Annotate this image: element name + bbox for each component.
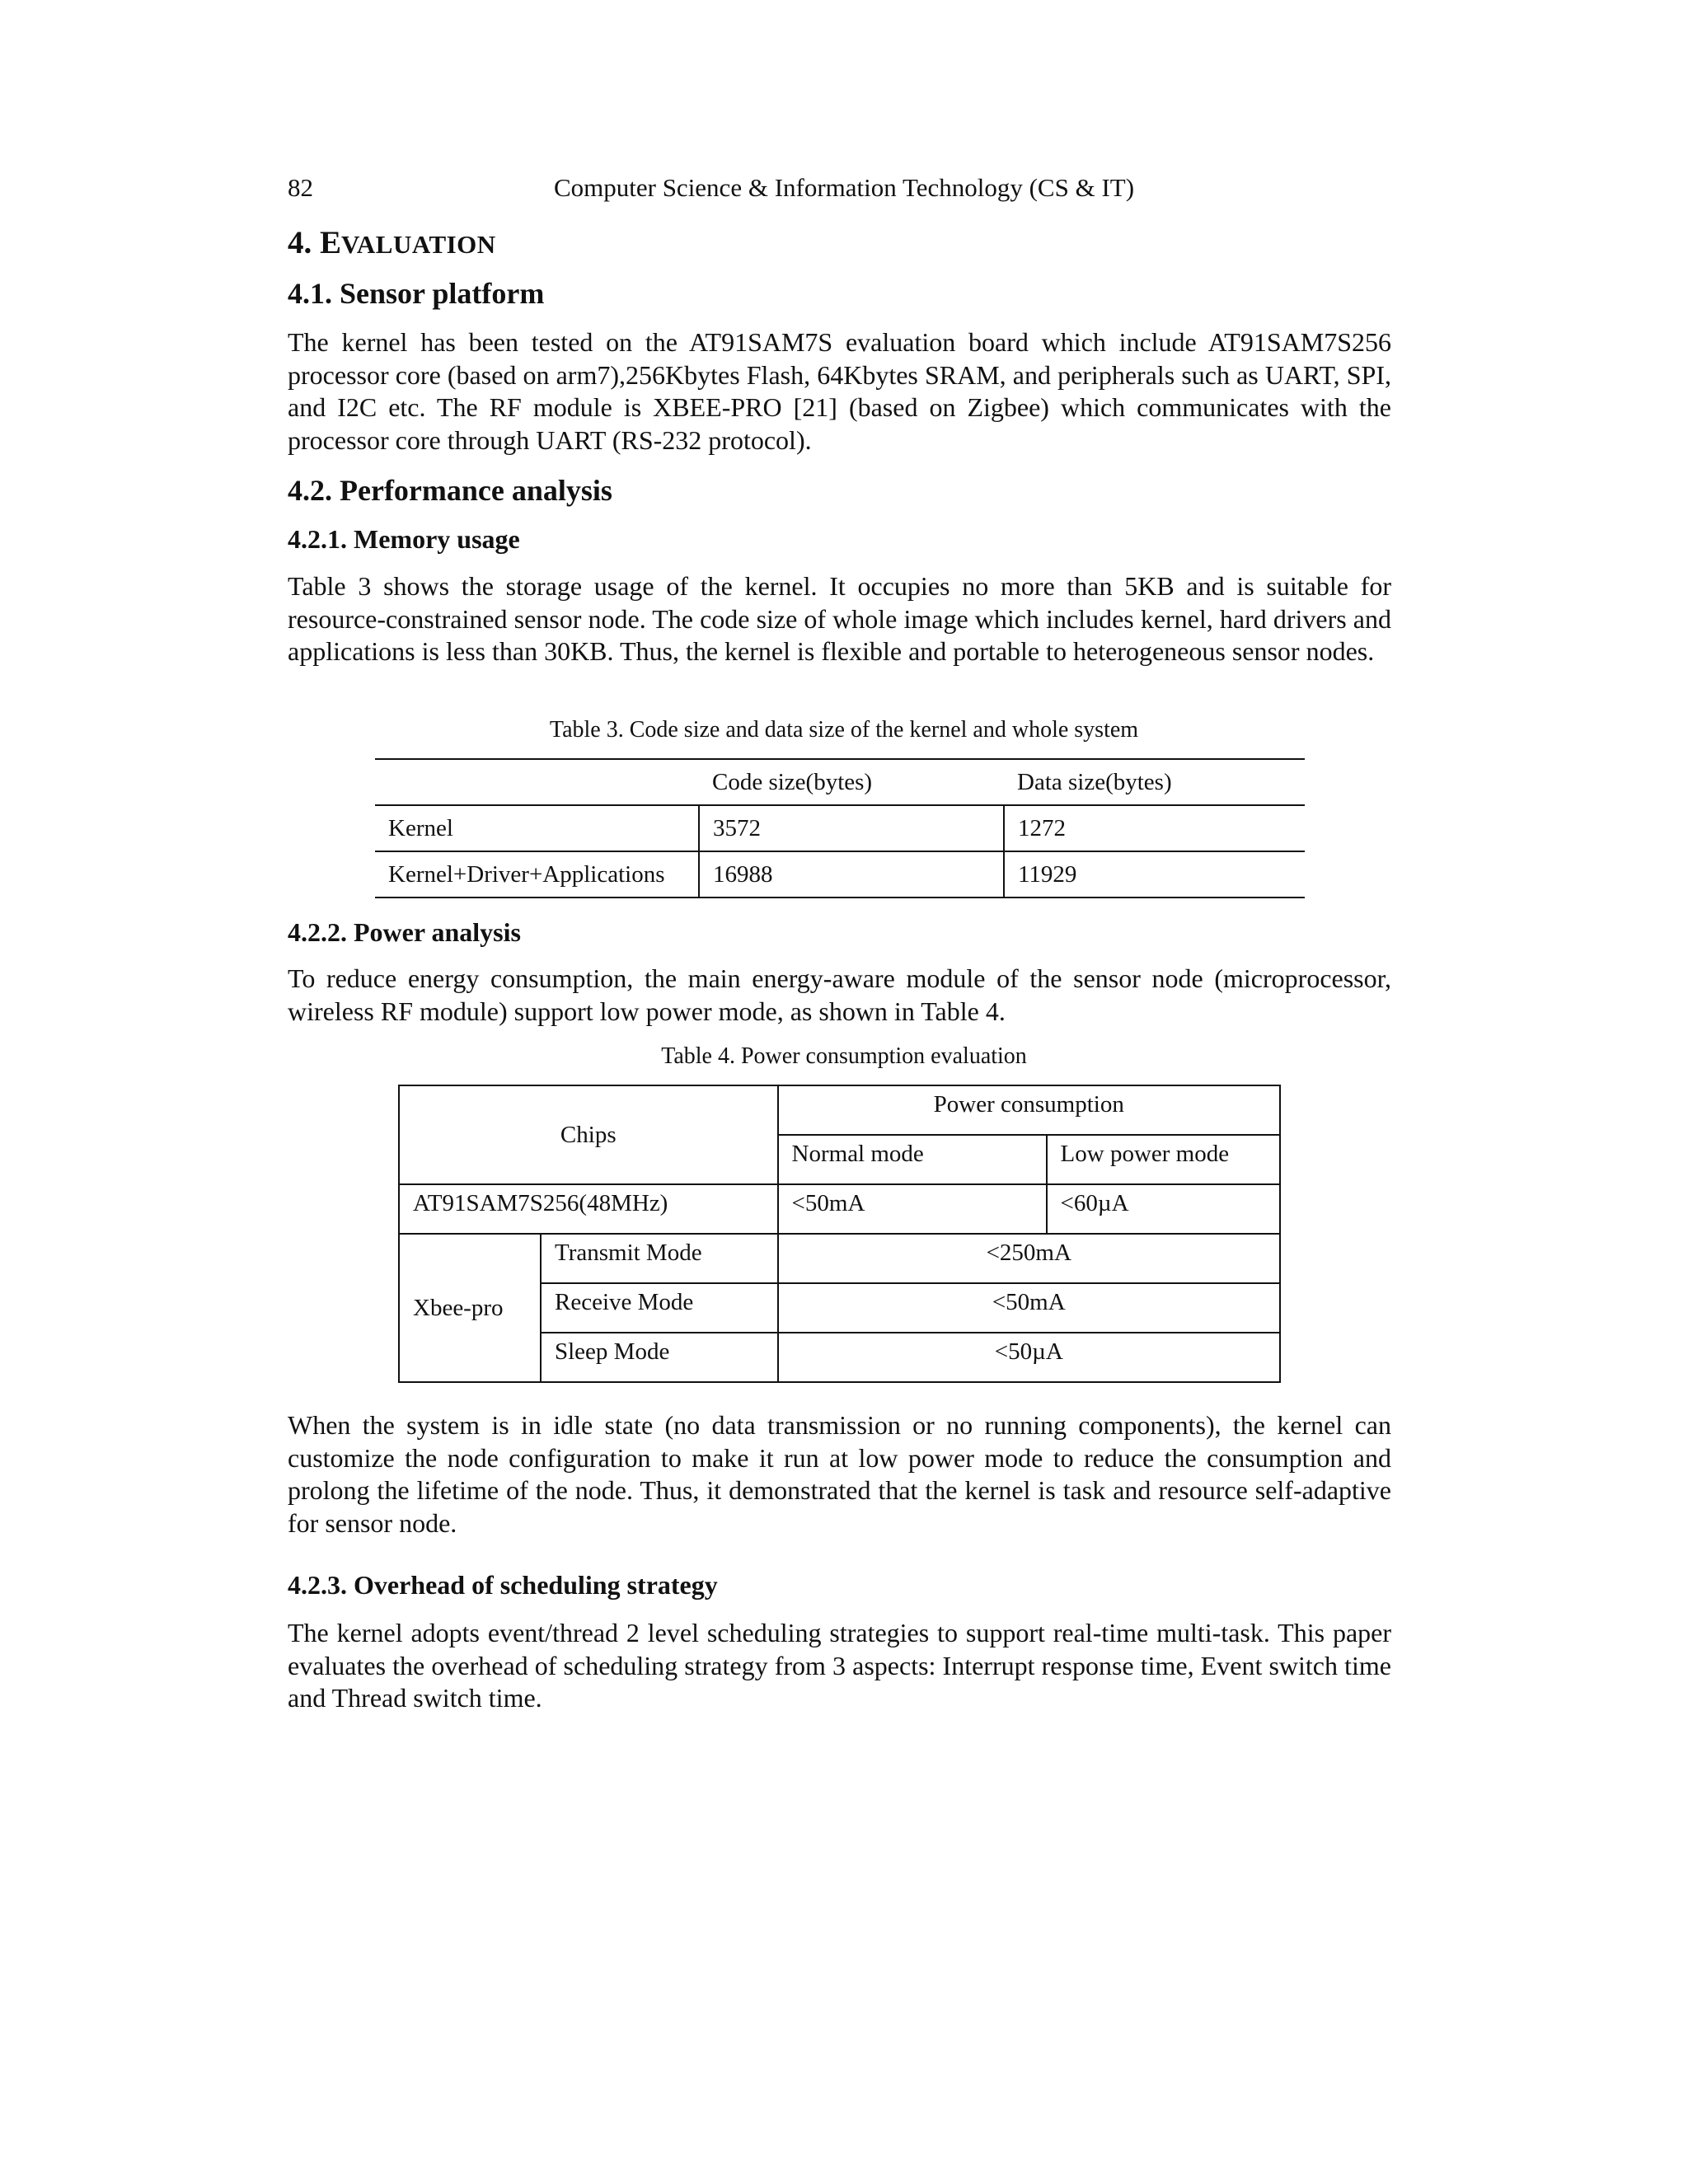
table4-mcu-name: AT91SAM7S256(48MHz) bbox=[399, 1184, 778, 1234]
table4-mode-value: <50µA bbox=[778, 1333, 1280, 1382]
table4-header-row bbox=[399, 1085, 1280, 1135]
table3-header-row bbox=[375, 759, 1305, 805]
table4-caption: Table 4. Power consumption evaluation bbox=[661, 1043, 1027, 1069]
table3-row bbox=[375, 851, 1305, 898]
table3 bbox=[375, 758, 1305, 898]
table3-row bbox=[375, 805, 1305, 851]
table4-mode: Receive Mode bbox=[541, 1283, 778, 1333]
section-title-rest: VALUATION bbox=[341, 230, 496, 259]
table3-cell: Kernel+Driver+Applications bbox=[375, 851, 699, 898]
table4-mode: Transmit Mode bbox=[541, 1234, 778, 1283]
paragraph-idle-state: When the system is in idle state (no data transmission or no running components), the kernel can customize the node configuration to make it run at low power mode to reduce the consumption and prolong the lifetime of the node. Thus, it demonstrated that the kernel is task and resource self-adaptive for sensor node. bbox=[288, 1410, 1391, 1538]
table3-caption: Table 3. Code size and data size of the kernel and whole system bbox=[549, 717, 1139, 743]
heading-4-2-1: 4.2.1. Memory usage bbox=[288, 524, 520, 554]
page-number: 82 bbox=[288, 173, 313, 202]
paragraph-power-analysis: To reduce energy consumption, the main energy-aware module of the sensor node (microprocessor, wireless RF module) support low power mode, as shown in Table 4. bbox=[288, 963, 1391, 1026]
table4-row bbox=[399, 1234, 1280, 1283]
table4-row bbox=[399, 1184, 1280, 1234]
table4-radio-name: Xbee-pro bbox=[399, 1234, 541, 1382]
table4-low-header: Low power mode bbox=[1047, 1135, 1280, 1184]
table4-mcu-low: <60µA bbox=[1047, 1184, 1280, 1234]
table4 bbox=[398, 1085, 1281, 1383]
table3-header-cell bbox=[375, 759, 699, 805]
heading-4-2-3: 4.2.3. Overhead of scheduling strategy bbox=[288, 1570, 718, 1600]
section-number: 4. bbox=[288, 225, 312, 260]
table3-cell: Kernel bbox=[375, 805, 699, 851]
table3-cell: 3572 bbox=[699, 805, 1004, 851]
paragraph-scheduling: The kernel adopts event/thread 2 level scheduling strategies to support real-time multi-task. This paper evaluates the overhead of scheduling strategy from 3 aspects: Interrupt response time, Event switch time and Thread switch time. bbox=[288, 1618, 1391, 1713]
paragraph-sensor-platform: The kernel has been tested on the AT91SAM7S evaluation board which include AT91SAM7S256 processor core (based on arm7),256Kbytes Flash, 64Kbytes SRAM, and peripherals such as UART, SPI, and I2C etc. The RF module is XBEE-PRO [21] (based on Zigbee) which communicates with the processor core through UART (RS-232 protocol). bbox=[288, 327, 1391, 455]
table4-mode-value: <50mA bbox=[778, 1283, 1280, 1333]
table3-cell: 16988 bbox=[699, 851, 1004, 898]
section-title-initial: E bbox=[320, 225, 342, 260]
paragraph-memory-usage: Table 3 shows the storage usage of the kernel. It occupies no more than 5KB and is suitable for resource-constrained sensor node. The code size of whole image which includes kernel, hard drivers and applications is less than 30KB. Thus, the kernel is flexible and portable to heterogeneous sensor nodes. bbox=[288, 571, 1391, 666]
table3-header-cell: Data size(bytes) bbox=[1004, 759, 1305, 805]
table4-mcu-normal: <50mA bbox=[778, 1184, 1047, 1234]
running-header: Computer Science & Information Technology (CS & IT) bbox=[553, 173, 1135, 202]
table4-power-header: Power consumption bbox=[778, 1085, 1280, 1135]
table3-cell: 11929 bbox=[1004, 851, 1305, 898]
table4-mode: Sleep Mode bbox=[541, 1333, 778, 1382]
table4-normal-header: Normal mode bbox=[778, 1135, 1047, 1184]
table3-cell: 1272 bbox=[1004, 805, 1305, 851]
heading-4-2: 4.2. Performance analysis bbox=[288, 474, 612, 507]
heading-4-1: 4.1. Sensor platform bbox=[288, 277, 545, 310]
section-heading bbox=[288, 224, 496, 261]
table3-header-cell: Code size(bytes) bbox=[699, 759, 1004, 805]
table4-mode-value: <250mA bbox=[778, 1234, 1280, 1283]
heading-4-2-2: 4.2.2. Power analysis bbox=[288, 917, 521, 947]
table4-chips-header: Chips bbox=[399, 1085, 778, 1184]
